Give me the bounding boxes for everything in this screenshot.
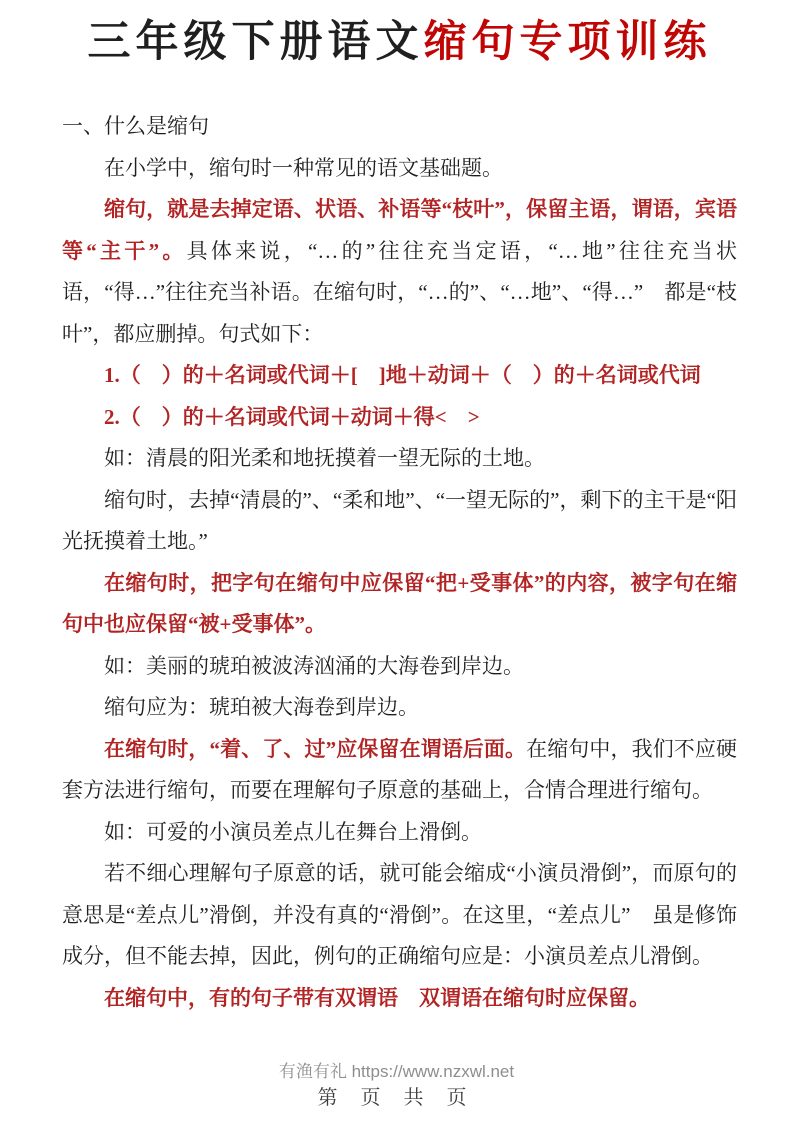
paragraph	[62, 729, 737, 812]
paragraph	[62, 812, 737, 854]
page-title	[62, 14, 737, 72]
paragraph	[62, 106, 737, 148]
paragraph	[62, 978, 737, 1020]
paragraph	[62, 687, 737, 729]
text-segment: 在缩句时，把字句在缩句中应保留“把+受事体”的内容，被字句在缩句中也应保留“被+受事体”。	[62, 570, 737, 636]
text-segment: 一、什么是缩句	[62, 114, 209, 138]
text-segment: 如：清晨的阳光柔和地抚摸着一望无际的土地。	[104, 446, 545, 470]
page-number-label: 第 页 共 页	[317, 1087, 476, 1109]
paragraph	[62, 397, 737, 439]
document-body	[62, 106, 737, 1019]
text-segment: 在缩句中，我们不应硬套方法进行缩句，而要在理解句子原意的基础上，合情合理进行缩句。	[62, 736, 738, 802]
text-segment: 2.（ ）的＋名词或代词＋动词＋得< >	[104, 404, 480, 429]
text-segment: 若不细心理解句子原意的话，就可能会缩成“小演员滑倒”，而原句的意思是“差点儿”滑倒，并没有真的“滑倒”。在这里，“差点儿” 虽是修饰成分，但不能去掉，因此，例句的正确缩句应是：小演员差点儿滑倒。	[62, 861, 737, 968]
paragraph	[62, 563, 737, 646]
text-segment: 如：可爱的小演员差点儿在舞台上滑倒。	[104, 819, 482, 844]
text-segment: 在小学中，缩句时一种常见的语文基础题。	[104, 155, 503, 180]
watermark-text: 有渔有礼 https://www.nzxwl.net	[278, 1062, 515, 1081]
text-segment: 在缩句中，有的句子带有双谓语 双谓语在缩句时应保留。	[104, 985, 650, 1010]
text-segment: 1.（ ）的＋名词或代词＋[ ]地＋动词＋（ ）的＋名词或代词	[104, 363, 701, 387]
text-segment: 缩句，就是去掉定语、状语、补语等“枝叶”，保留主语，谓语，宾语等“主干”。	[62, 197, 737, 263]
page-title-red-part: 缩句专项训练	[423, 19, 712, 66]
paragraph	[62, 355, 737, 397]
text-segment: 缩句应为：琥珀被大海卷到岸边。	[104, 695, 419, 719]
page-footer	[0, 1060, 793, 1112]
page-title-black-part: 三年级下册语文	[87, 19, 424, 66]
paragraph	[62, 438, 737, 480]
text-segment: 缩句时，去掉“清晨的”、“柔和地”、“一望无际的”，剩下的主干是“阳光抚摸着土地。”	[62, 487, 737, 553]
paragraph	[62, 480, 737, 563]
paragraph	[62, 646, 737, 688]
paragraph	[62, 189, 737, 355]
text-segment: 在缩句时，“着、了、过”应保留在谓语后面。	[104, 736, 527, 761]
text-segment: 具体来说，“…的”往往充当定语，“…地”往往充当状语，“得…”往往充当补语。在缩句时，“…的”、“…地”、“得…” 都是“枝叶”，都应删掉。句式如下：	[62, 238, 737, 346]
paragraph	[62, 148, 737, 190]
text-segment: 如：美丽的琥珀被波涛汹涌的大海卷到岸边。	[104, 653, 524, 678]
paragraph	[62, 853, 737, 978]
